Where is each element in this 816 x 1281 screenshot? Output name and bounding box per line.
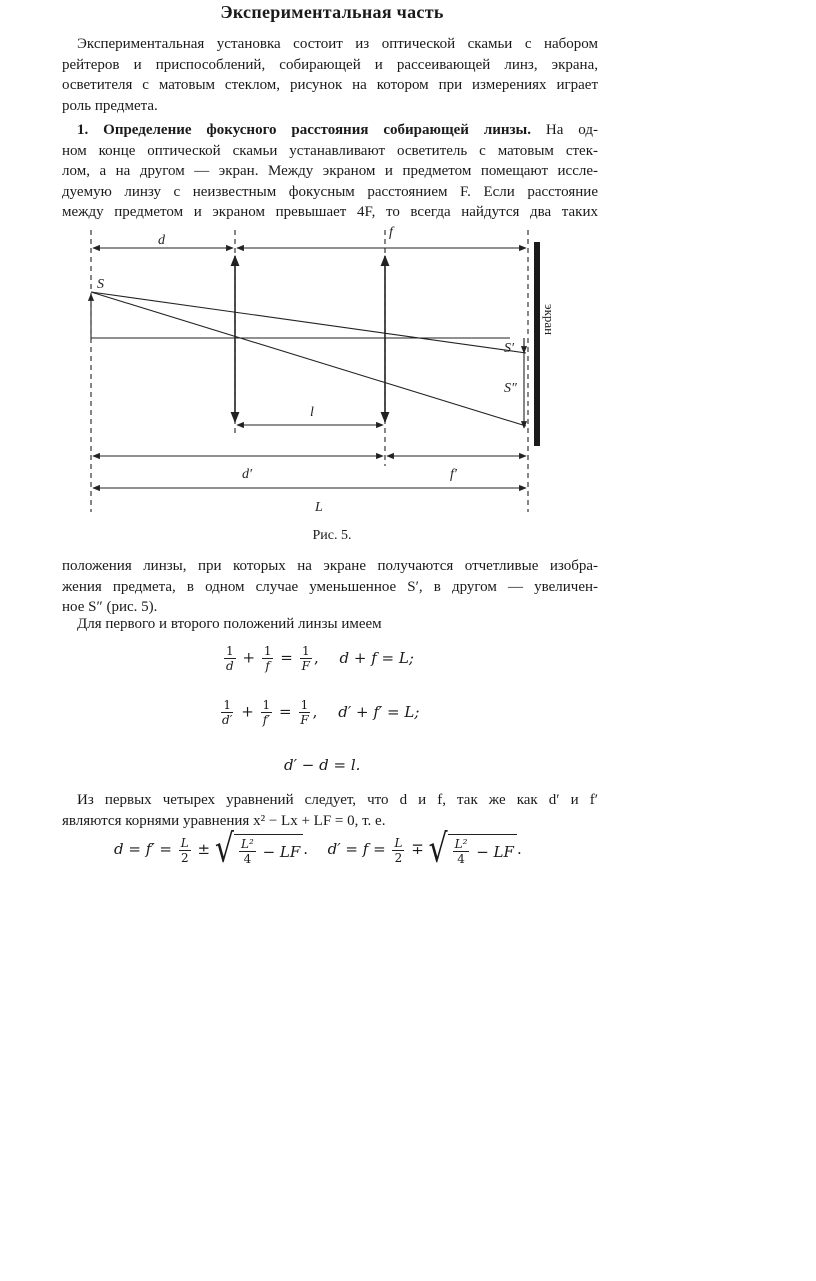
label-L: L <box>315 500 323 515</box>
section1-heading: 1. Определение фокусного расстояния собирающей линзы. <box>77 122 532 138</box>
equation-2: $\frac{1}{d'}$ + $\frac{1}{f'}$ = $\frac{1}{F}$ , d′ + f′ = L; <box>222 698 420 727</box>
section1-line: лом, а на другом — экран. Между экраном и предметом помещают иссле- <box>62 163 598 180</box>
label-l: l <box>310 405 314 420</box>
body-line: являются корнями уравнения x² − Lx + LF = 0, т. е. <box>62 812 386 829</box>
label-screen: экран <box>542 304 557 336</box>
square-root: √ $\frac{\text{L²}}{4}$ − LF <box>215 834 303 866</box>
body-line: Из первых четырех уравнений следует, что d и f, так же как d′ и f′ <box>77 792 598 808</box>
section1-line: На од- <box>531 122 598 138</box>
square-root: √ $\frac{\text{L²}}{4}$ − LF <box>429 834 517 866</box>
section1-line: ном конце оптической скамьи устанавливают осветитель с матовым стек- <box>62 142 598 159</box>
label-d-prime: d′ <box>242 467 253 482</box>
equation-1-rhs: d + f = L; <box>339 648 414 667</box>
screen-bar <box>534 242 540 446</box>
intro-line: осветителя с матовым стеклом, рисунок на котором при измерениях играет <box>62 77 598 94</box>
label-f: f <box>389 225 393 240</box>
equation-2-rhs: d′ + f′ = L; <box>338 702 420 721</box>
fraction: $\frac{1}{f'}$ <box>262 698 271 727</box>
section1-line: дуемую линзу с неизвестным фокусным расстоянием F. Если расстояние <box>62 183 598 200</box>
intro-line: рейтеров и приспособлений, собирающей и рассеивающей линз, экрана, <box>62 56 598 73</box>
section-title: Экспериментальная часть <box>220 2 444 22</box>
label-s-prime: S′ <box>504 341 515 356</box>
section1-paragraph <box>62 120 598 223</box>
after-figure-paragraph <box>62 556 598 618</box>
fraction: $\frac{L}{2}$ <box>180 835 189 865</box>
conclusion-paragraph <box>62 790 598 831</box>
final-right: d′ = f = <box>327 840 386 858</box>
label-d: d <box>158 233 165 248</box>
section1-line: между предметом и экраном превышает 4F, то всегда найдутся два таких <box>62 204 598 221</box>
fraction: $\frac{L}{2}$ <box>394 835 403 865</box>
optical-bench-diagram <box>62 222 562 522</box>
body-line: ное S″ (рис. 5). <box>62 599 158 616</box>
intro-paragraph <box>62 34 598 116</box>
equation-1: $\frac{1}{d}$ + $\frac{1}{f}$ = $\frac{1}{F}$ , d + f = L; <box>226 644 414 673</box>
fraction: $\frac{1}{d'}$ <box>222 698 233 727</box>
body-line: положения линзы, при которых на экране получаются отчетливые изобра- <box>62 558 598 574</box>
fraction: $\frac{1}{F}$ <box>301 644 310 673</box>
fraction: $\frac{1}{F}$ <box>300 698 309 727</box>
final-left: d = f′ = <box>114 840 173 858</box>
intro-line: роль предмета. <box>62 97 158 114</box>
label-s: S <box>97 277 104 292</box>
final-equation: d = f′ = $\frac{L}{2}$ ± √ $\frac{\text{L²}}{4}$ − LF . d′ = f = $\frac{L}{2}$ ∓ √ $\frac{\text{L²}}{4}$ − LF . <box>114 826 522 873</box>
fraction: $\frac{1}{d}$ <box>226 644 234 673</box>
equation-3: d′ − d = l. <box>284 756 361 774</box>
intro-line: Экспериментальная установка состоит из оптической скамьи с набором <box>77 36 598 52</box>
body-line: жения предмета, в одном случае уменьшенное S′, в другом — увеличен- <box>62 578 598 595</box>
figure-caption: Рис. 5. <box>312 528 352 543</box>
section1-first-line <box>62 120 598 141</box>
label-s-double-prime: S″ <box>504 381 517 396</box>
label-f-prime: f′ <box>450 467 457 482</box>
fraction: $\frac{1}{f}$ <box>263 644 272 673</box>
positions-paragraph <box>62 614 598 635</box>
body-line: Для первого и второго положений линзы имеем <box>77 616 382 632</box>
ray-to-s-prime <box>91 292 526 353</box>
ray-to-s-double-prime <box>91 292 526 426</box>
